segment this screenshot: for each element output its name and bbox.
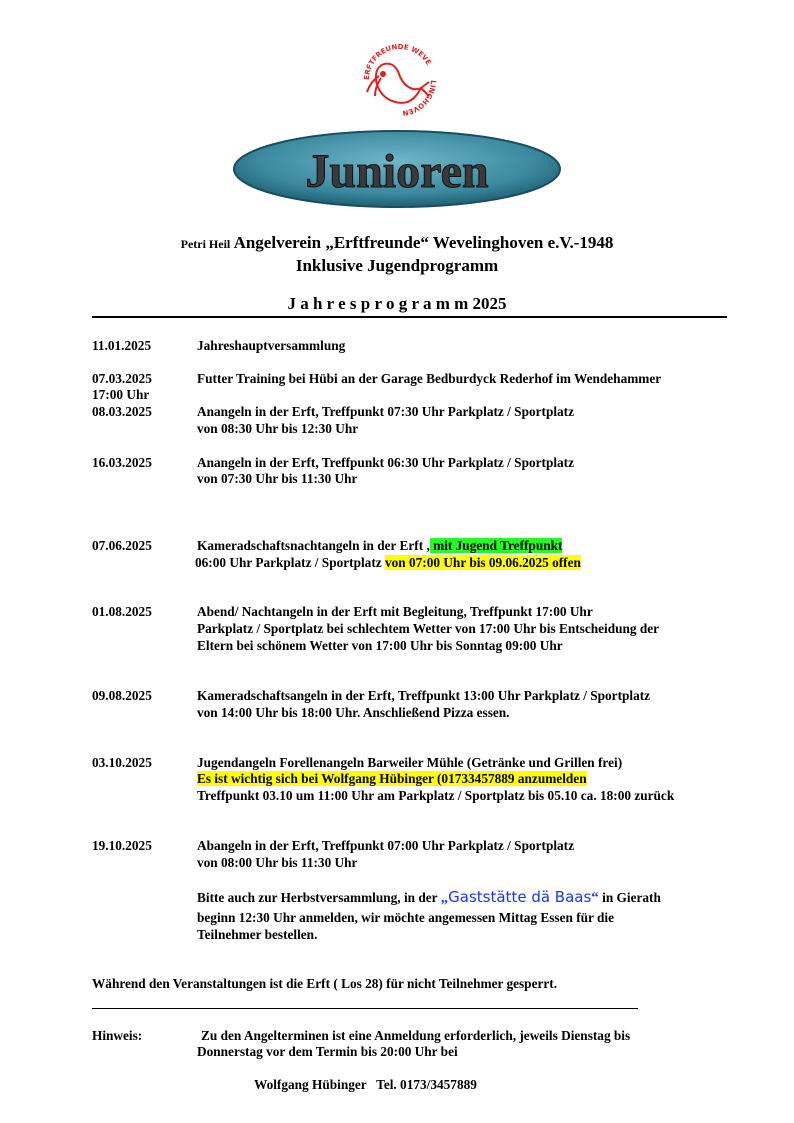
restaurant-name: Gaststätte dä Baas (448, 888, 592, 906)
event-text: Eltern bei schönem Wetter von 17:00 Uhr bis Sonntag 09:00 Uhr (197, 638, 563, 653)
svg-text:ERFTFREUNDE WEVE: ERFTFREUNDE WEVE (362, 42, 433, 81)
event-text: Futter Training bei Hübi an der Garage Bedburdyck Rederhof im Wendehammer (197, 371, 662, 386)
junioren-banner (232, 127, 562, 212)
event-text: Treffpunkt 03.10 um 11:00 Uhr am Parkplatz / Sportplatz bis 05.10 ca. 18:00 zurück (197, 788, 675, 803)
event-text: Abend/ Nachtangeln in der Erft mit Begleitung, Treffpunkt 17:00 Uhr (197, 604, 593, 619)
event-text-part: Kameradschaftsnachtangeln in der Erft , (197, 538, 430, 553)
event-text: Jugendangeln Forellenangeln Barweiler Mühle (Getränke und Grillen frei) (197, 755, 623, 770)
event-text: Abangeln in der Erft, Treffpunkt 07:00 Uhr Parkplatz / Sportplatz (197, 838, 575, 853)
sub-heading: Inklusive Jugendprogramm (295, 256, 499, 275)
event-text: Kameradschaftsangeln in der Erft, Treffpunkt 13:00 Uhr Parkplatz / Sportplatz (197, 688, 651, 703)
event-text: Jahreshauptversammlung (197, 338, 346, 353)
event-text: von 08:00 Uhr bis 11:30 Uhr (197, 855, 358, 870)
greeting: Petri Heil (180, 237, 231, 251)
event-text: Anangeln in der Erft, Treffpunkt 06:30 Uhr Parkplatz / Sportplatz (197, 455, 575, 470)
closure-note: Während den Veranstaltungen ist die Erft ( Los 28) für nicht Teilnehmer gesperrt. (92, 976, 558, 991)
herbst-note: Teilnehmer bestellen. (197, 927, 318, 942)
club-heading (0, 233, 794, 253)
page-title: J a h r e s p r o g r a m m 2025 (287, 294, 507, 313)
highlight-yellow: von 07:00 Uhr bis 09.06.2025 offen (384, 555, 581, 570)
title-rule (92, 316, 727, 318)
quote-close: “ (591, 890, 599, 906)
event-date: 19.10.2025 (92, 838, 152, 853)
highlight-yellow: Es ist wichtig sich bei Wolfgang Hübinger (01733457889 anzumelden (197, 771, 587, 786)
event-date: 07.03.2025 (92, 371, 152, 386)
club-logo (355, 40, 445, 120)
separator-line (92, 1008, 638, 1009)
event-date: 03.10.2025 (92, 755, 152, 770)
event-text-part: 06:00 Uhr Parkplatz / Sportplatz (195, 555, 385, 570)
event-date: 07.06.2025 (92, 538, 152, 553)
hinweis-text: Donnerstag vor dem Termin bis 20:00 Uhr bei (197, 1044, 458, 1059)
event-text (197, 538, 562, 554)
fish-icon (367, 64, 429, 103)
hinweis-text: Zu den Angelterminen ist eine Anmeldung erforderlich, jeweils Dienstag bis (201, 1028, 631, 1043)
herbst-text: Bitte auch zur Herbstversammlung, in der (197, 890, 441, 905)
event-text (197, 771, 587, 787)
event-text: von 08:30 Uhr bis 12:30 Uhr (197, 421, 359, 436)
event-date: 01.08.2025 (92, 604, 152, 619)
event-text: von 14:00 Uhr bis 18:00 Uhr. Anschließend Pizza essen. (197, 705, 510, 720)
herbst-note (197, 888, 661, 907)
contact-line: Wolfgang Hübinger Tel. 0173/3457889 (254, 1077, 477, 1092)
event-text: Anangeln in der Erft, Treffpunkt 07:30 Uhr Parkplatz / Sportplatz (197, 404, 575, 419)
event-date: 16.03.2025 (92, 455, 152, 470)
quote-open: „ (440, 890, 449, 906)
event-text: Parkplatz / Sportplatz bei schlechtem Wetter von 17:00 Uhr bis Entscheidung der (197, 621, 660, 636)
herbst-text: in Gierath (598, 890, 661, 905)
herbst-note: beginn 12:30 Uhr anmelden, wir möchte angemessen Mittag Essen für die (197, 910, 615, 925)
svg-text:LINGHOVEN: LINGHOVEN (401, 79, 438, 117)
highlight-green: mit Jugend Treffpunkt (429, 538, 563, 553)
hinweis-label: Hinweis: (92, 1028, 143, 1043)
event-date: 11.01.2025 (92, 338, 152, 353)
event-date: 09.08.2025 (92, 688, 152, 703)
event-time: 17:00 Uhr (92, 387, 150, 402)
event-text: von 07:30 Uhr bis 11:30 Uhr (197, 471, 358, 486)
event-text (195, 555, 581, 571)
banner-text: Junioren (305, 145, 489, 198)
event-date: 08.03.2025 (92, 404, 152, 419)
club-name: Angelverein „Erftfreunde“ Wevelinghoven e.V.-1948 (233, 233, 614, 252)
